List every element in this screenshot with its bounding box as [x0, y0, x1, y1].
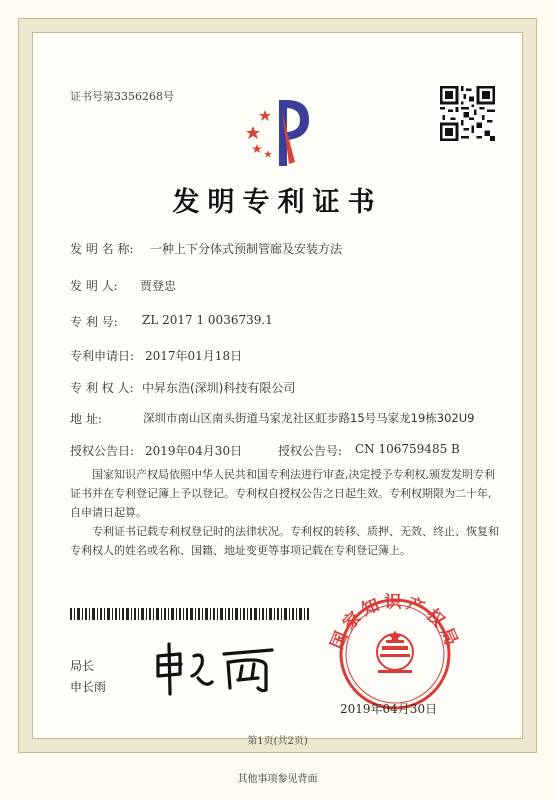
grant-statement: 国家知识产权局依照中华人民共和国专利法进行审查,决定授予专利权,颁发发明专利证书并在专利登记簿上予以登记。专利权自授权公告之日起生效。专利权期限为二十年,自申请日起算。 [70, 468, 495, 519]
certificate-title: 发明专利证书 [172, 187, 383, 218]
grant-date-label: 授权公告日: [70, 444, 135, 458]
seal-text: 国家知识产权局 [327, 592, 463, 653]
official-seal-icon [320, 590, 470, 710]
legal-status-statement: 专利证书记载专利权登记时的法律状况。专利权的转移、质押、无效、终止、恢复和专利权人的姓名或名称、国籍、地址变更等事项记载在专利登记簿上。 [70, 525, 499, 557]
inventor: 贾登忠 [140, 279, 177, 293]
filing-date: 2017年01月18日 [145, 349, 243, 363]
patent-number-label: 专 利 号: [70, 315, 118, 329]
barcode-icon [70, 608, 310, 620]
grant-number-label: 授权公告号: [278, 444, 343, 458]
filing-date-label: 专利申请日: [70, 349, 135, 363]
grant-date: 2019年04月30日 [145, 444, 243, 458]
qr-code-icon [440, 86, 495, 141]
address-label: 地 址: [70, 412, 102, 426]
address: 深圳市南山区南头街道马家龙社区虹步路15号马家龙19栋302U9 [143, 411, 475, 425]
signature-icon [150, 638, 280, 698]
seal-date: 2019年04月30日 [340, 702, 438, 716]
invention-name: 一种上下分体式预制管廊及安装方法 [150, 242, 343, 256]
signer-name: 申长雨 [70, 680, 107, 694]
inventor-label: 发 明 人: [70, 279, 118, 293]
patentee-label: 专 利 权 人: [70, 381, 134, 395]
grant-number: CN 106759485 B [355, 442, 460, 456]
signer-title: 局长 [70, 659, 95, 673]
patent-number: ZL 2017 1 0036739.1 [142, 313, 273, 327]
patentee: 中昇东浩(深圳)科技有限公司 [142, 381, 296, 395]
certificate-number: 证书号第3356268号 [70, 90, 174, 103]
patent-logo-icon [235, 92, 325, 172]
svg-text:国家知识产权局 [327, 593, 462, 653]
invention-name-label: 发 明 名 称: [70, 242, 134, 256]
page-indicator: 第1页(共2页) [247, 736, 308, 747]
footer-note: 其他事项参见背面 [237, 774, 318, 785]
